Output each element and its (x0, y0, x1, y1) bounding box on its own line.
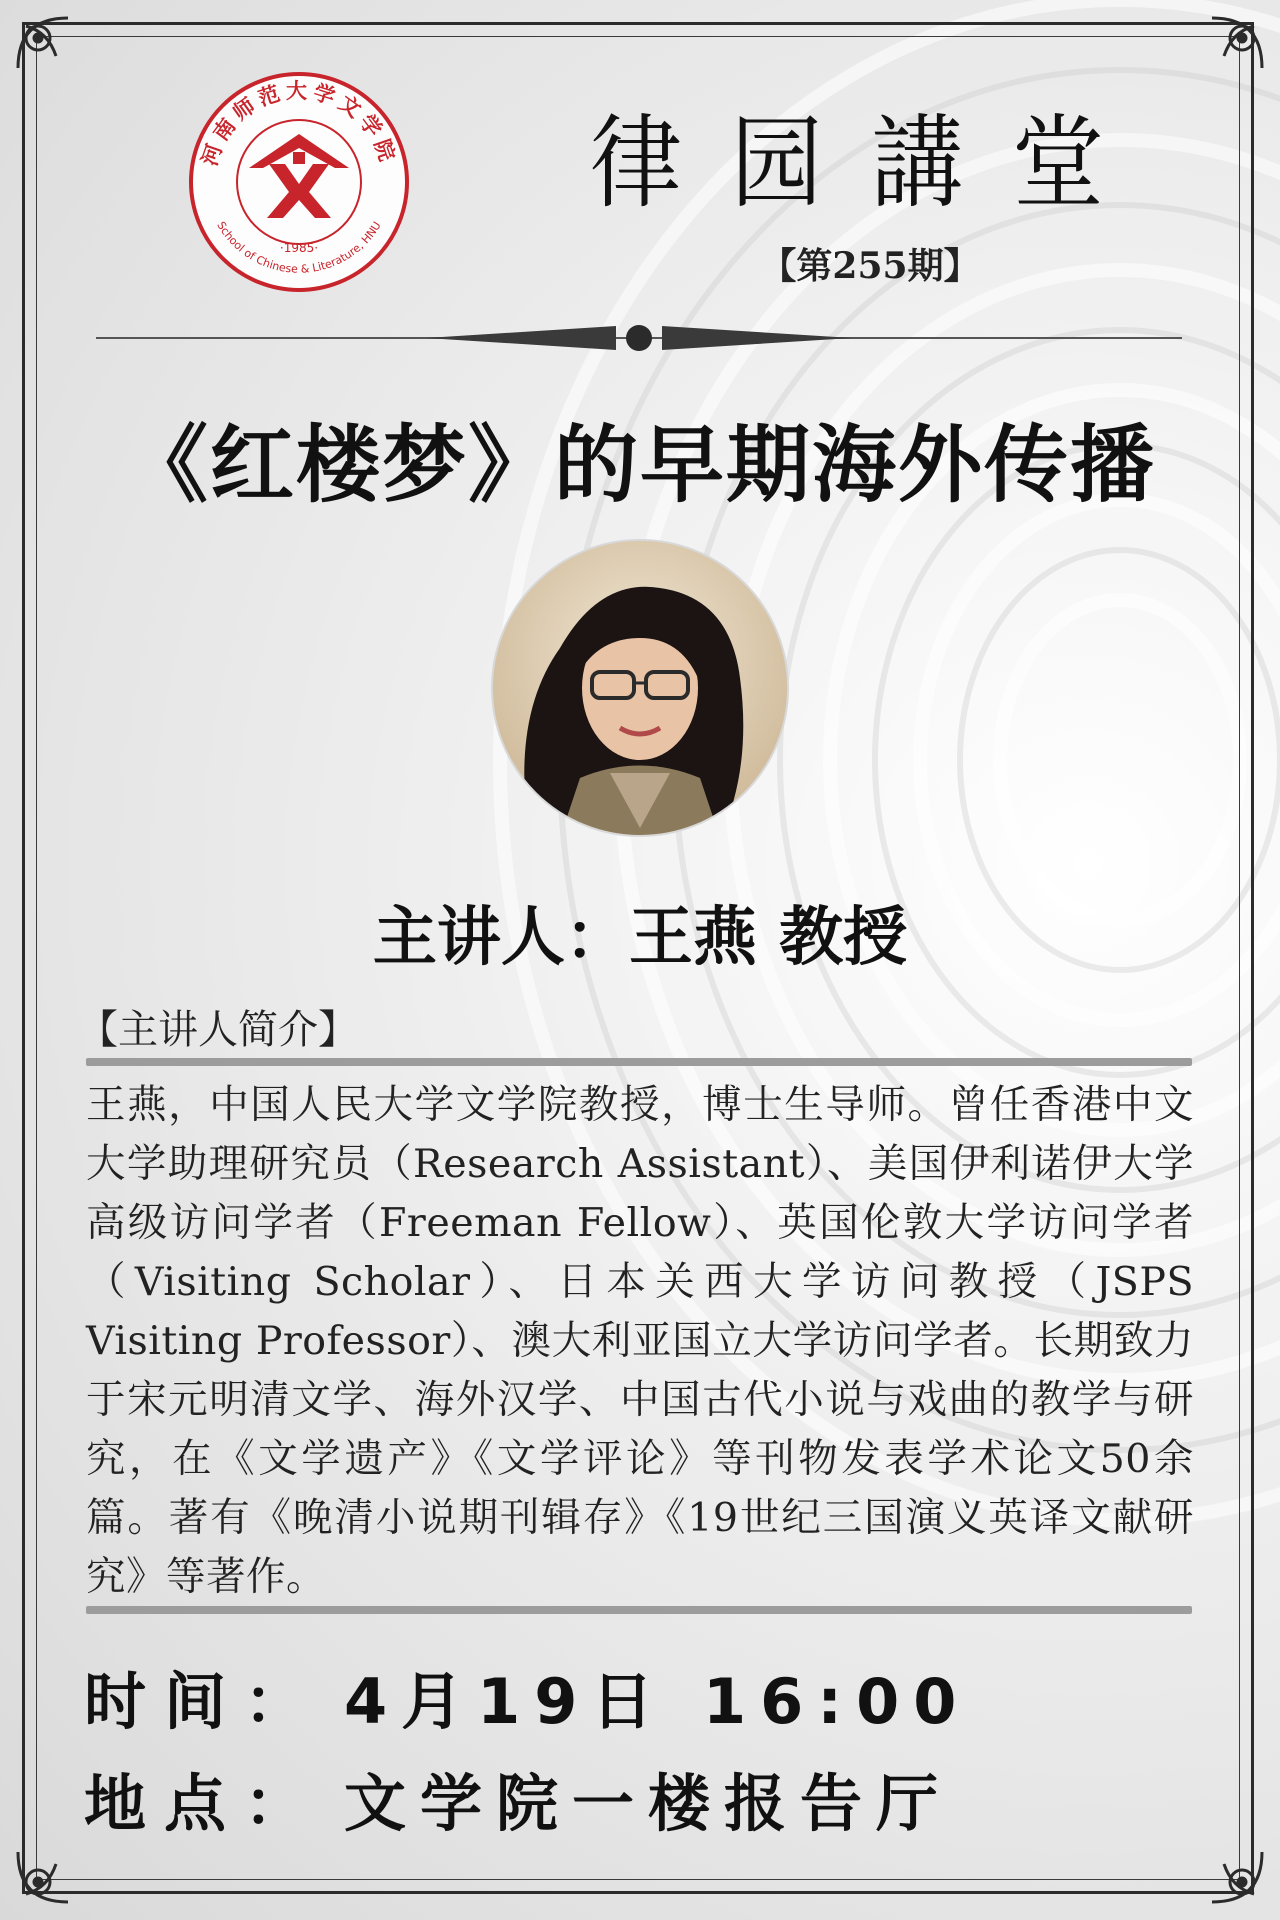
speaker-portrait (490, 538, 790, 838)
college-logo (185, 68, 413, 296)
svg-text:·1985·: ·1985· (279, 241, 319, 255)
place-label: 地点： (84, 1767, 325, 1840)
corner-ornament-bottom-right (1182, 1822, 1272, 1912)
lecture-title: 《红楼梦》的早期海外传播 (123, 416, 1156, 514)
divider-rule (86, 1058, 1192, 1066)
time-label: 时间： (84, 1665, 325, 1738)
place-row (84, 1754, 952, 1843)
time-value: 4月19日 16:00 (344, 1665, 971, 1738)
divider-rule (86, 1606, 1192, 1614)
issue-number: 【第255期】 (760, 245, 980, 287)
speaker-name: 主讲人：王燕 教授 (372, 901, 908, 975)
bio-section-label: 【主讲人简介】 (78, 1007, 358, 1053)
series-title-char: 堂 (1011, 104, 1110, 223)
series-title-char: 园 (730, 104, 829, 223)
corner-ornament-top-left (8, 8, 98, 98)
ornamental-divider (96, 318, 1182, 358)
series-title-char: 講 (871, 104, 970, 223)
place-value: 文学院一楼报告厅 (344, 1767, 953, 1840)
speaker-bio: 王燕，中国人民大学文学院教授，博士生导师。曾任香港中文大学助理研究员（Research Assistant）、美国伊利诺伊大学高级访问学者（Freeman Fellow）、英国伦敦大学访问学者（Visiting Scholar）、日本关西大学访问教授（JSPS Visiting Professor）、澳大利亚国立大学访问学者。长期致力于宋元明清文学、海外汉学、中国古代小说与戏曲的教学与研究，在《文学遗产》《文学评论》等刊物发表学术论文50余篇。著有《晚清小说期刊辑存》《19世纪三国演义英译文献研究》等著作。 (86, 1082, 1194, 1600)
svg-text:School of Chinese & Literature: School of Chinese & Literature, HNU (214, 219, 384, 276)
series-title (590, 100, 1110, 223)
corner-ornament-top-right (1182, 8, 1272, 98)
svg-text:河南师范大学文学院: 河南师范大学文学院 (196, 78, 402, 169)
series-title-char: 律 (590, 104, 689, 223)
time-row (84, 1652, 970, 1741)
